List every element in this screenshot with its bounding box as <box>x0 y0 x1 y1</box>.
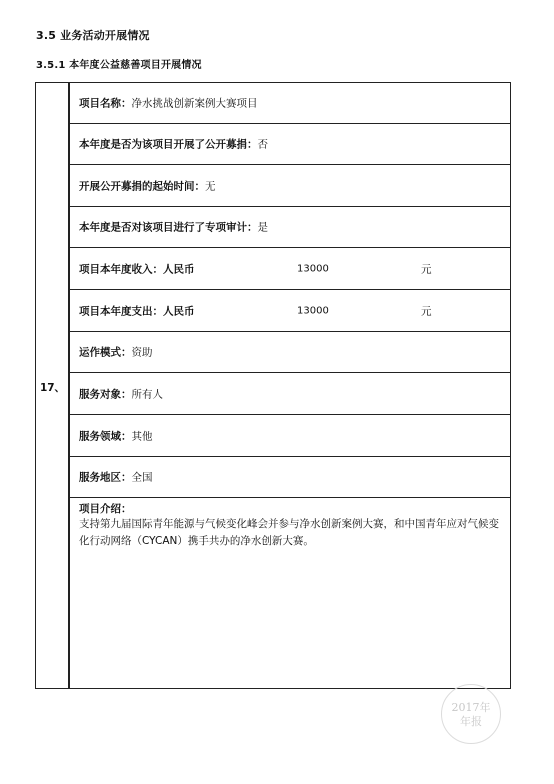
row-label: 开展公开募捐的起始时间： <box>79 180 205 192</box>
row-special-audit <box>69 207 511 248</box>
row-value: 无 <box>205 180 216 192</box>
row-label: 服务地区： <box>79 471 132 484</box>
expense-unit: 元 <box>421 305 432 317</box>
row-value: 是 <box>257 221 268 234</box>
row-income <box>69 248 511 290</box>
row-value: 资助 <box>131 346 153 359</box>
subsection-title: 3.5.1 本年度公益慈善项目开展情况 <box>36 60 202 71</box>
row-label: 服务领域： <box>79 430 132 442</box>
row-label: 本年度是否为该项目开展了公开募捐： <box>79 138 258 151</box>
row-label: 项目名称： <box>79 97 132 109</box>
stamp-year: 2017年 <box>451 701 491 714</box>
income-amount: 13000 <box>297 263 329 274</box>
row-project-name <box>69 82 511 124</box>
row-expense <box>69 290 511 332</box>
row-public-fundraising <box>69 124 511 165</box>
row-label: 运作模式： <box>79 346 132 359</box>
annual-report-stamp <box>441 684 501 744</box>
row-value: 否 <box>257 138 268 151</box>
row-label: 本年度是否对该项目进行了专项审计： <box>79 221 258 234</box>
stamp-label: 年报 <box>460 715 482 728</box>
row-operation-mode <box>69 332 511 373</box>
section-title: 3.5 业务活动开展情况 <box>36 29 150 42</box>
row-value: 所有人 <box>131 388 163 400</box>
income-unit: 元 <box>421 263 432 275</box>
item-index: 17、 <box>39 382 66 394</box>
expense-amount: 13000 <box>297 305 329 316</box>
row-fundraising-start <box>69 165 511 207</box>
row-value: 其他 <box>131 430 153 442</box>
intro-text: 支持第九届国际青年能源与气候变化峰会并参与净水创新案例大赛，和中国青年应对气候变化行动网络（CYCAN）携手共办的净水创新大赛。 <box>79 518 499 547</box>
intro-label: 项目介绍： <box>79 503 132 515</box>
project-intro <box>79 502 503 550</box>
row-label: 项目本年度支出：人民币 <box>79 305 195 317</box>
row-value: 净水挑战创新案例大赛项目 <box>131 97 258 109</box>
row-value: 全国 <box>131 471 153 484</box>
row-service-field <box>69 415 511 457</box>
row-service-region <box>69 457 511 498</box>
row-service-target <box>69 373 511 415</box>
row-label: 服务对象： <box>79 388 132 400</box>
row-label: 项目本年度收入：人民币 <box>79 263 195 275</box>
